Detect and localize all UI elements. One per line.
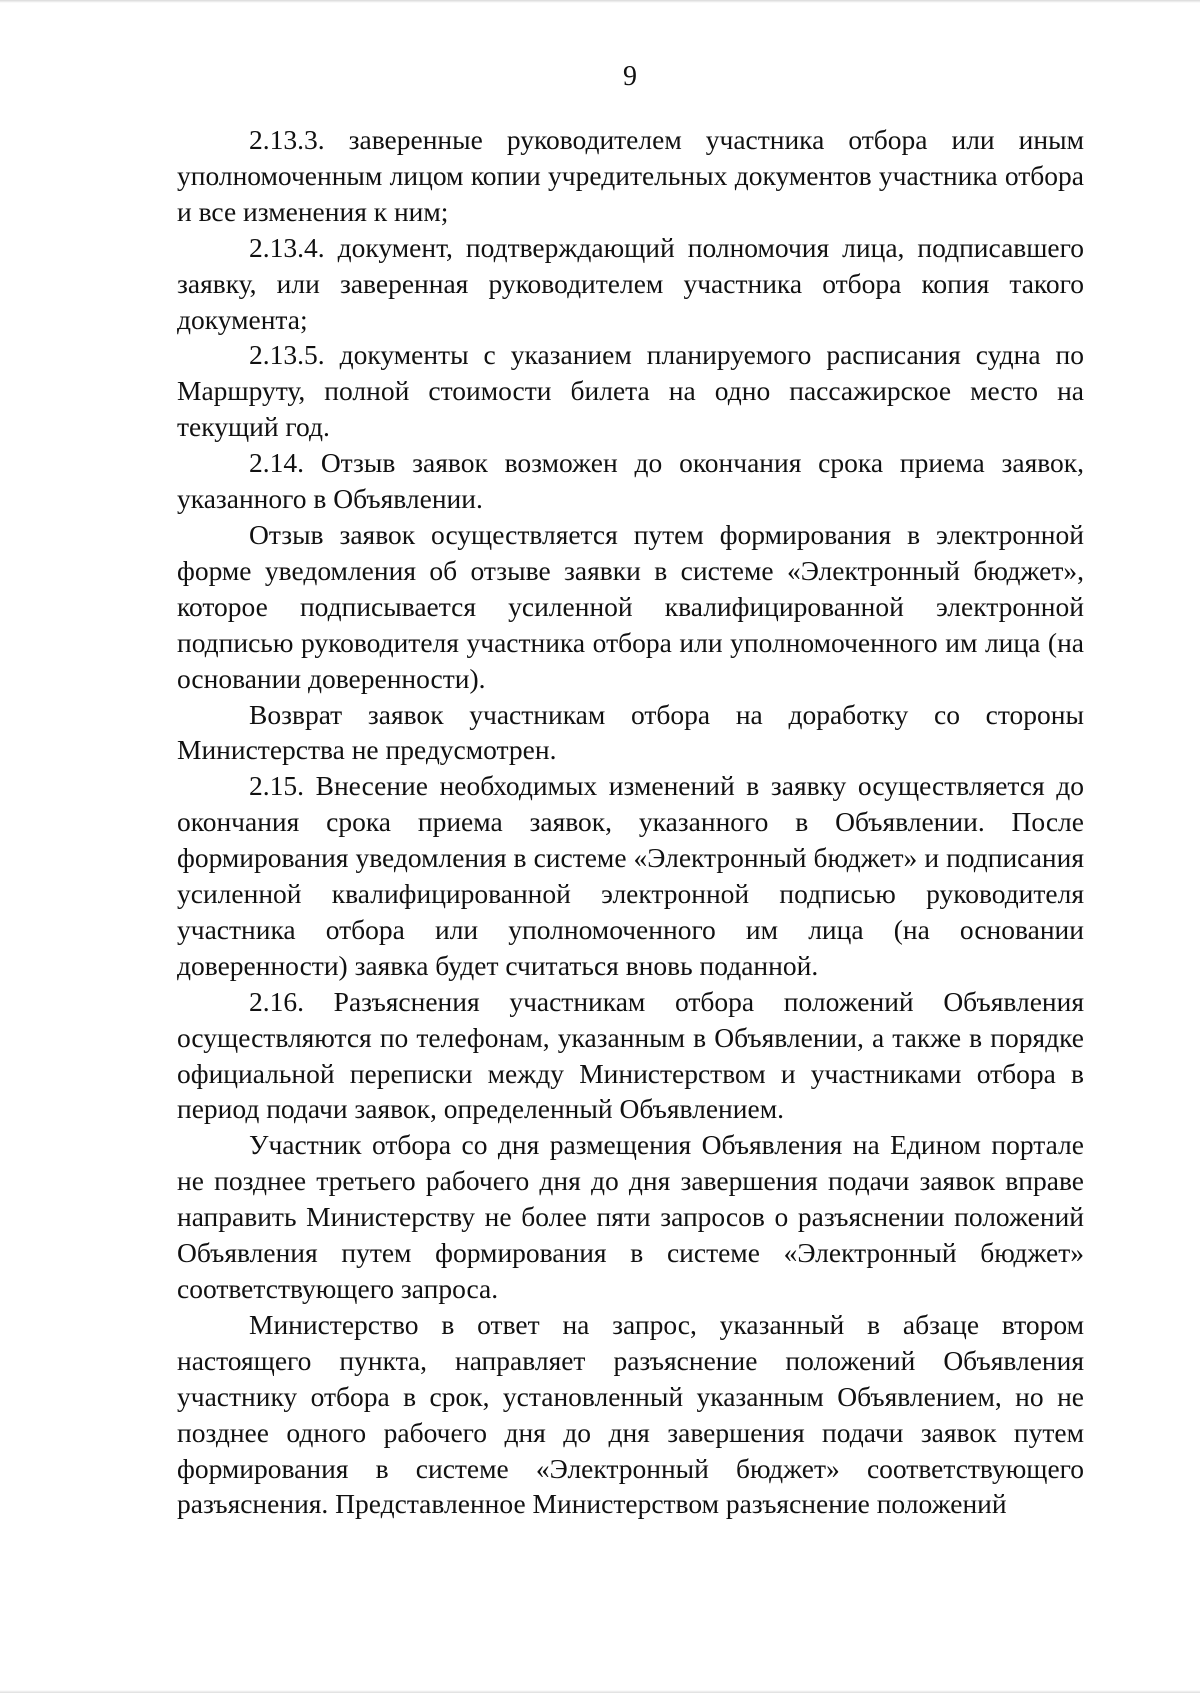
paragraph-2-14: 2.14. Отзыв заявок возможен до окончания срока приема заявок, указанного в Объявлении. <box>177 447 1084 515</box>
paragraph-2-13-5: 2.13.5. документы с указанием планируемого расписания судна по Маршруту, полной стоимости билета на одно пассажирское место на текущий год. <box>177 339 1084 443</box>
page-number: 9 <box>623 61 637 92</box>
paragraph-2-13-3: 2.13.3. заверенные руководителем участника отбора или иным уполномоченным лицом копии учредительных документов участника отбора и все изменения к ним; <box>177 124 1084 227</box>
paragraph-no-return: Возврат заявок участникам отбора на доработку со стороны Министерства не предусмотрен. <box>177 698 1084 766</box>
scan-edge-top <box>0 0 1200 3</box>
paragraph-ministry-response: Министерство в ответ на запрос, указанный в абзаце втором настоящего пункта, направляет разъяснение положений Объявления участнику отбора в срок, установленный указанным Объявлением, но не позднее одного рабочего дня до дня завершения подачи заявок путем формирования в системе «Электронный бюджет» соответствующего разъяснения. Представленное Министерством разъяснение положений <box>177 1308 1084 1520</box>
paragraph-2-15: 2.15. Внесение необходимых изменений в заявку осуществляется до окончания срока приема заявок, указанного в Объявлении. После формирования уведомления в системе «Электронный бюджет» и подписания усиленной квалифицированной электронной подписью руководителя участника отбора или уполномоченного им лица (на основании доверенности) заявка будет считаться вновь поданной. <box>177 770 1084 981</box>
body-text <box>177 122 1084 1522</box>
paragraph-2-13-4: 2.13.4. документ, подтверждающий полномочия лица, подписавшего заявку, или заверенная руководителем участника отбора копия такого документа; <box>177 231 1084 335</box>
paragraph-clarification-requests: Участник отбора со дня размещения Объявления на Едином портале не позднее третьего рабочего дня до дня завершения подачи заявок вправе направить Министерству не более пяти запросов о разъяснении положений Объявления путем формирования в системе «Электронный бюджет» соответствующего запроса. <box>177 1129 1084 1304</box>
paragraph-withdrawal-procedure: Отзыв заявок осуществляется путем формирования в электронной форме уведомления об отзыве заявки в системе «Электронный бюджет», которое подписывается усиленной квалифицированной электронной подписью руководителя участника отбора или уполномоченного им лица (на основании доверенности). <box>177 518 1084 694</box>
paragraph-2-16: 2.16. Разъяснения участникам отбора положений Объявления осуществляются по телефонам, указанным в Объявлении, а также в порядке официальной переписки между Министерством и участниками отбора в период подачи заявок, определенный Объявлением. <box>177 985 1084 1125</box>
